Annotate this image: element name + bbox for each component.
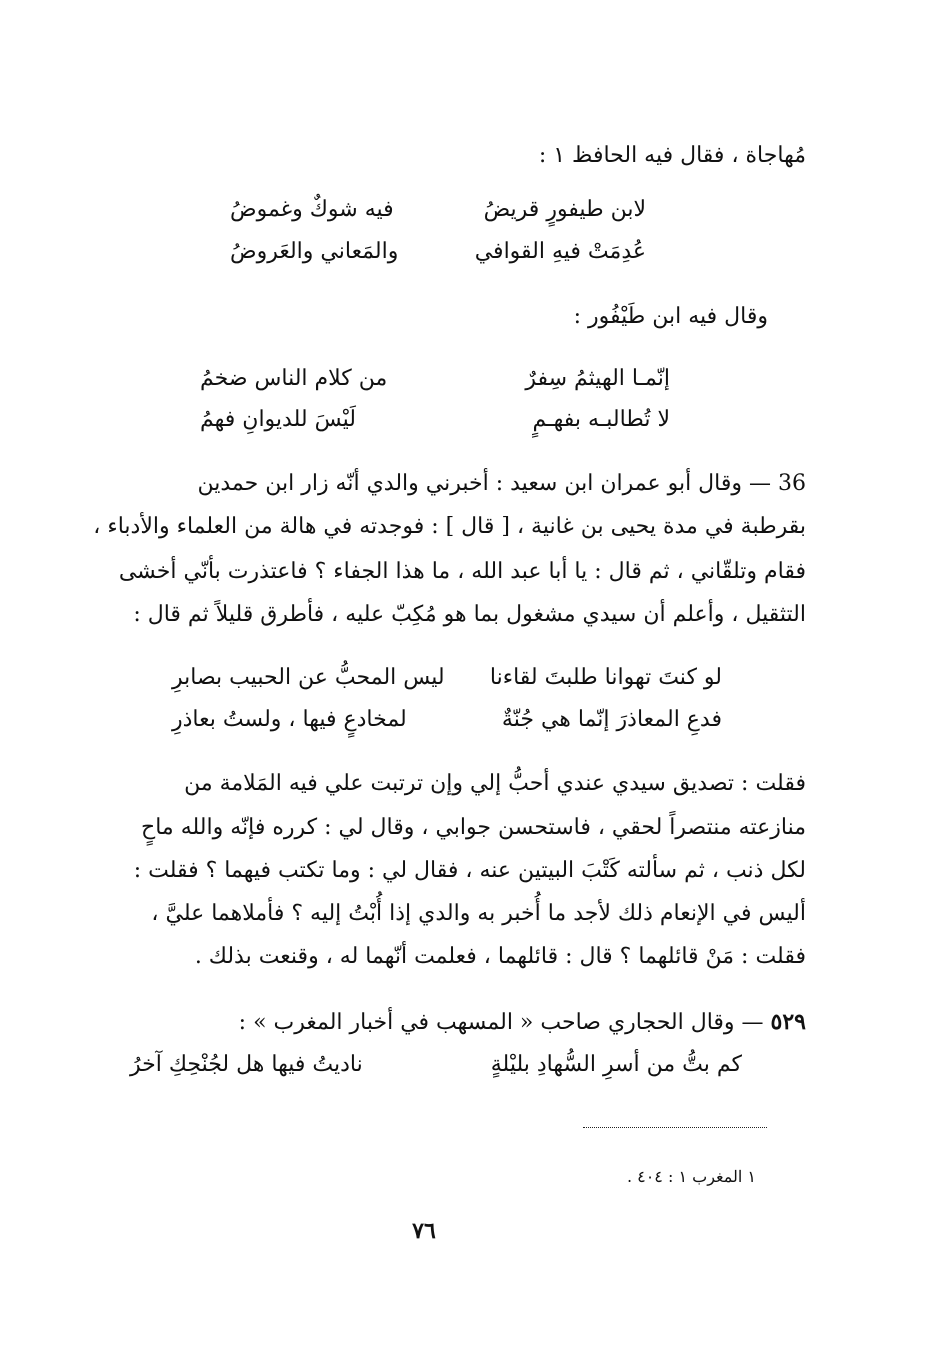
section36-line-1: 36 — وقال أبو عمران ابن سعيد : أخبرني والدي أنّه زار ابن حمدين <box>197 471 806 496</box>
section36-line-2: بقرطبة في مدة يحيى بن غانية ، [ قال ] : فوجدته في هالة من العلماء والأدباء ، <box>93 514 806 539</box>
poem1-line1-left: فيه شوكٌ وغموضُ <box>230 197 394 222</box>
section529-heading <box>239 1006 806 1039</box>
poem2-line2-right: لا تُطالبـه بفهـمٍ <box>532 407 670 432</box>
poem1-line1-right: لابن طيفورٍ قريضُ <box>483 197 646 222</box>
poem2-line2-left: لَيْسَ للديوانِ فهمُ <box>200 407 356 432</box>
section529-number: ٥٢٩ <box>770 1009 806 1035</box>
section529-verse-right: كم بتُّ من أسرِ السُّهادِ بليْلةٍ <box>490 1052 742 1077</box>
intro-line: مُهاجاة ، فقال فيه الحافظ ١ : <box>538 143 806 168</box>
paragraph2-line-5: فقلت : مَنْ قائلهما ؟ قال : قائلهما ، فعلمت أنّهما له ، وقنعت بذلك . <box>194 944 806 969</box>
poem3-line1-right: لو كنتَ تهوانا طلبتَ لقاءنا <box>489 665 722 690</box>
poem2-line1-right: إنّمـا الهيثمُ سِفرٌ <box>525 366 670 391</box>
poem3-line1-left: ليس المحبُّ عن الحبيب بصابرِ <box>172 665 445 690</box>
poem3-line2-left: لمخادعٍ فيها ، ولستُ بعاذرِ <box>172 707 407 732</box>
paragraph2-line-4: أليس في الإنعام ذلك لأجد ما أُخبر به والدي إذا أُبْتُ إليه ؟ فأملاهما عليَّ ، <box>151 901 806 926</box>
paragraph2-line-1: فقلت : تصديق سيدي عندي أحبُّ إلي وإن ترتبت علي فيه المَلامة من <box>184 771 806 796</box>
footnote-divider <box>583 1127 767 1128</box>
paragraph2-line-2: منازعته منتصراً لحقي ، فاستحسن جوابي ، وقال لي : كرره فإنّه والله ماحٍ <box>141 815 806 840</box>
footnote: ١ المغرب ١ : ٤٠٤ . <box>626 1167 756 1186</box>
section36-line-4: التثقيل ، وأعلم أن سيدي مشغول بما هو مُكِبّ عليه ، فأطرق قليلاً ثم قال : <box>133 602 806 627</box>
poem1-line2-left: والمَعاني والعَروضُ <box>230 239 399 264</box>
section529-verse-left: ناديتُ فيها هل لجُنْحِكِ آخرُ <box>130 1052 363 1077</box>
section36-line-3: فقام وتلقّاني ، ثم قال : يا أبا عبد الله ، ما هذا الجفاء ؟ فاعتذرت بأنّي أخشى <box>118 559 806 584</box>
intro2-line: وقال فيه ابن طَيْفُور : <box>573 304 768 329</box>
poem1-line2-right: عُدِمَتْ فيهِ القوافي <box>474 239 646 264</box>
poem2-line1-left: من كلام الناس ضخمُ <box>200 366 388 391</box>
paragraph2-line-3: لكل ذنب ، ثم سألته كَتْبَ البيتين عنه ، فقال لي : وما تكتب فيهما ؟ فقلت : <box>133 858 806 883</box>
page-number: ٧٦ <box>412 1218 436 1244</box>
section529-text: — وقال الحجاري صاحب « المسهب في أخبار المغرب » : <box>238 1010 764 1035</box>
poem3-line2-right: فدعِ المعاذرَ إنّما هي جُنّةٌ <box>501 707 722 732</box>
